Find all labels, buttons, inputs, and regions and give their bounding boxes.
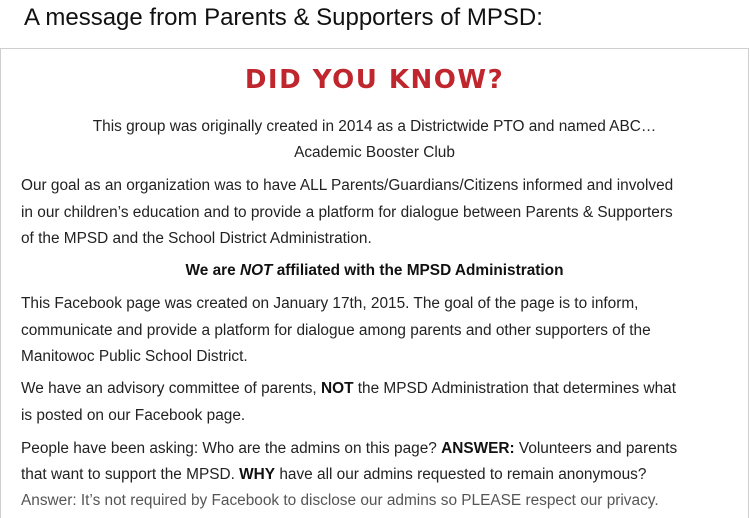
affiliation-prefix: We are: [185, 262, 240, 279]
why-label: WHY: [239, 466, 276, 483]
answer-label: ANSWER:: [441, 440, 515, 457]
flyer-image[interactable]: [0, 48, 749, 518]
advisory-text-c: the MPSD Administration that determines what: [353, 380, 676, 397]
question-2-text-a: that want to support the MPSD.: [21, 466, 240, 483]
question-2-text-c: have all our admins requested to remain anonymous?: [275, 466, 647, 483]
intro-line-2: Academic Booster Club: [294, 144, 455, 161]
advisory-line-1: [21, 379, 676, 399]
goal-line-1: Our goal as an organization was to have ALL Parents/Guardians/Citizens informed and involved: [21, 177, 674, 194]
flyer-title: DID YOU KNOW?: [244, 65, 505, 95]
post-caption: A message from Parents & Supporters of MPSD:: [24, 4, 543, 31]
affiliation-statement: [1, 261, 748, 281]
goal-line-3: of the MPSD and the School District Administration.: [21, 230, 372, 247]
question-line-1: [21, 439, 677, 459]
affiliation-not: NOT: [239, 262, 273, 279]
advisory-not: NOT: [320, 380, 354, 397]
page-line-1: This Facebook page was created on January 17th, 2015. The goal of the page is to inform,: [21, 295, 639, 312]
goal-line-2: in our children’s education and to provide a platform for dialogue between Parents & Supporters: [21, 204, 673, 221]
advisory-text-a: We have an advisory committee of parents,: [21, 380, 321, 397]
question-line-2: [21, 465, 646, 485]
question-line-3-partial: Answer: It’s not required by Facebook to disclose our admins so PLEASE respect our privacy.: [21, 492, 659, 509]
question-text-a: People have been asking: Who are the admins on this page?: [21, 440, 442, 457]
intro-line-1: This group was originally created in 2014 as a Districtwide PTO and named ABC…: [92, 118, 657, 135]
page-line-3: Manitowoc Public School District.: [21, 348, 248, 365]
affiliation-suffix: affiliated with the MPSD Administration: [272, 262, 564, 279]
question-text-c: Volunteers and parents: [514, 440, 678, 457]
page-line-2: communicate and provide a platform for dialogue among parents and other supporters of the: [21, 322, 651, 339]
advisory-line-2: is posted on our Facebook page.: [21, 407, 246, 424]
